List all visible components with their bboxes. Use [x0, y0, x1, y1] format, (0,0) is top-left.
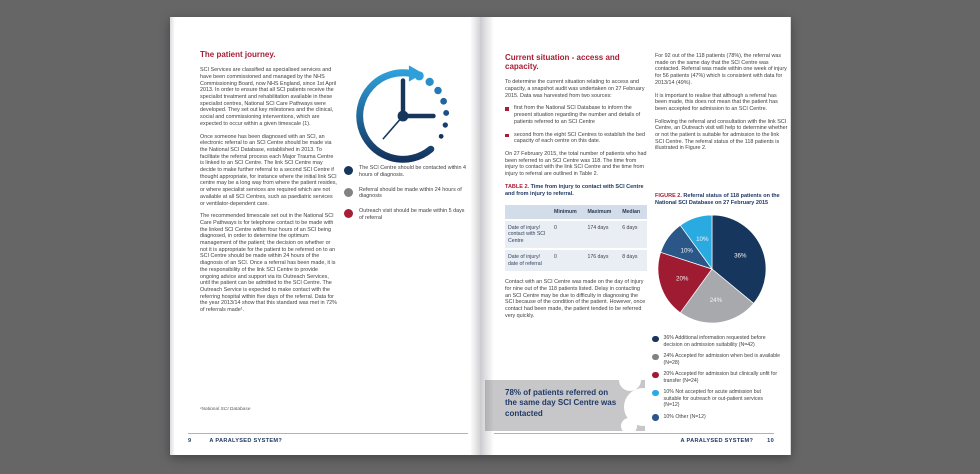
body-paragraph: Once someone has been diagnosed with an SCI, an electronic referral to an SCI Centre should be made via the National SCI Database, established in 2013. To facilitate the referral process each Major Trauma Centre is linked to an SCI Centre. The link SCI Centre may decide to make further referral to a second SCI Centre if thought appropriate, for instance where the initial link SCI centre may be a long way from where the patient resides, or where specialist services are required which are not available at all SCI Centres, such as paediatric services or ventilator-dependent care. [200, 133, 337, 207]
body-paragraph: For 92 out of the 118 patients (78%), the referral was made on the same day that the SCI Centre was contacted. Referral was made within one week of injury for 56 patients (47%) which is consistent with data for 2013/14 (49%). [655, 53, 787, 86]
legend-item-text: 10% Not accepted for acute admission but suitable for outreach or out-patient services (N=12) [663, 389, 763, 408]
legend-bullet-icon [652, 354, 659, 361]
timeline-item-text: Outreach visit should be made within 5 days of referral [359, 208, 465, 221]
table-header-cell [505, 205, 551, 219]
right-page-heading: Current situation - access and capacity. [505, 53, 620, 72]
body-paragraph: Contact with an SCI Centre was made on the day of injury for nine out of the 118 patients listed. Delay in contacting an SCI Centre may be due to difficulty in diagnosing the SCI because of the condition of the patient. However, once contact had been made, the patient tended to be referred very quickly. [505, 279, 646, 319]
legend-item [652, 335, 780, 348]
table-caption-label: TABLE 2. [505, 183, 530, 190]
body-paragraph: It is important to realise that although a referral has been made, this does not mean that the patient has been accepted for admission to an SCI Centre. [655, 92, 778, 112]
legend-item-text: 20% Accepted for admission but clinically unfit for transfer (N=24) [663, 371, 778, 384]
pull-quote-text: 78% of patients referred on the same day SCI Centre was contacted [505, 388, 617, 418]
timeline-item [344, 165, 470, 179]
table-cell: 8 days [619, 250, 647, 271]
figure-caption [655, 193, 788, 207]
source-bullet-list [505, 105, 647, 145]
table-cell: 176 days [584, 250, 619, 271]
table-cell: 6 days [619, 221, 647, 248]
injury-times-table [505, 203, 647, 274]
table-header-cell: Maximum [584, 205, 619, 219]
footer-rule-right [494, 433, 774, 434]
legend-item [652, 389, 780, 409]
left-body-text [200, 67, 337, 314]
figure-caption-text: Referral status of 118 patients on the National SCI Database on 27 February 2015 [655, 193, 780, 207]
left-text-column [200, 50, 337, 320]
pie-legend [652, 335, 780, 426]
page-number-left: 9 [188, 438, 192, 444]
report-title-left: A PARALYSED SYSTEM? [209, 438, 283, 444]
legend-item-text: 24% Accepted for admission when bed is available (N=28) [663, 353, 781, 366]
decorative-circle [621, 418, 637, 434]
timeline-item-text: The SCI Centre should be contacted within 4 hours of diagnosis. [359, 165, 466, 178]
page-right [480, 17, 791, 455]
footer-right [681, 438, 774, 444]
report-title-right: A PARALYSED SYSTEM? [680, 438, 754, 444]
table-header-cell: Minimum [551, 205, 584, 219]
source-bullet: second from the eight SCI Centres to establish the bed capacity of each centre on this date. [505, 132, 647, 145]
timeline-key [344, 165, 470, 230]
document-spread [170, 17, 791, 455]
pie-slice-label: 10% [696, 236, 709, 244]
timeline-bullet-icon [344, 166, 353, 175]
table-row [505, 221, 647, 248]
legend-item-text: 10% Other (N=12) [663, 413, 706, 420]
left-graphic-column [342, 57, 474, 175]
timeline-bullet-icon [344, 209, 353, 218]
footnote: ¹National SCI Database [200, 407, 251, 412]
body-paragraph: On 27 February 2015, the total number of patients who had been referred to an SCI Centre was 118. The time from injury to contact with the link SCI Centre and the time from injury to referral are outlined in Table 2. [505, 151, 647, 178]
body-paragraph: Following the referral and consultation with the link SCI Centre, an Outreach visit will help to determine whether or not the patient is suitable for admission to the link SCI Centre. The referral status of the 118 patients is illustrated in Figure 2. [655, 118, 788, 152]
body-paragraph: SCI Services are classified as specialised services and have been commissioned and managed by the NHS Commissioning Board, now NHS England, since 1st April 2013. In order to ensure that all SCI patients receive the specialist treatment and rehabilitation available in these specialist centres, National SCI Care Pathways were developed. They set out key milestones and the clinical, social and commissioning interventions, which are expected to occur within a given timescale (1). [200, 67, 337, 127]
legend-bullet-icon [652, 372, 659, 379]
legend-item-text: 36% Additional information requested before decision on admission suitability (N=42) [663, 335, 766, 348]
legend-item [652, 414, 780, 421]
pie-slice-label: 10% [680, 247, 693, 255]
footer-left [188, 438, 282, 444]
timeline-item [344, 208, 470, 222]
pie-chart [654, 211, 770, 327]
intro-paragraph: To determine the current situation relating to access and capacity, a snapshot audit was undertaken on 27 February 2015. Data was harvested from two sources: [505, 79, 645, 99]
legend-bullet-icon [652, 390, 659, 397]
table-cell: Date of injury/ contact with SCI Centre [505, 221, 551, 248]
body-paragraph: The recommended timescale set out in the National SCI Care Pathways is for telephone contact to be made with the linked SCI Centre within four hours of an SCI being diagnosed, in order to determine the optimum management of the patient; the decision on whether or not it is appropriate for the patient to be referred on to an SCI Centre should be made within 24 hours of the diagnosis of an SCI. Once a referral has been made, it is the responsibility of the link SCI Centre to provide ongoing advice and support via its Outreach Services, until the patient can be admitted to the SCI Centre. The Outreach Service is expected to make contact with the referring hospital within five days of the referral. Data for the year 2013/14 show that this standard was met in 72% of referrals made¹. [200, 213, 337, 314]
legend-item [652, 353, 780, 366]
legend-item [652, 371, 780, 384]
timeline-item [344, 187, 470, 201]
page-number-right: 10 [767, 438, 774, 444]
timeline-item-text: Referral should be made within 24 hours of diagnosis [359, 186, 462, 200]
clock-icon [344, 57, 462, 175]
timeline-bullet-icon [344, 188, 353, 197]
footer-rule-left [188, 433, 468, 434]
figure-caption-label: FIGURE 2. [655, 193, 682, 199]
table-row [505, 250, 647, 271]
pie-slice-label: 36% [734, 252, 747, 260]
left-page-heading: The patient journey. [200, 50, 276, 59]
table-caption [505, 184, 647, 198]
table-caption-text: Time from injury to contact with SCI Centre and from injury to referral. [505, 183, 644, 197]
table-header-row [505, 205, 647, 219]
pie-slice-label: 20% [676, 275, 689, 283]
page-left [170, 17, 480, 455]
table-cell: Date of injury/ date of referral [505, 250, 551, 271]
right-text-column-2 [655, 53, 788, 158]
pie-slice-label: 24% [709, 297, 723, 305]
table-header-cell: Median [619, 205, 647, 219]
source-bullet: first from the National SCI Database to inform the present situation regarding the number and details of patients referred to an SCI Centre [505, 105, 647, 125]
legend-bullet-icon [652, 414, 659, 421]
right-text-column-1 [505, 53, 647, 325]
legend-bullet-icon [652, 336, 659, 343]
table-cell: 0 [551, 221, 584, 248]
table-cell: 0 [551, 250, 584, 271]
table-cell: 174 days [584, 221, 619, 248]
